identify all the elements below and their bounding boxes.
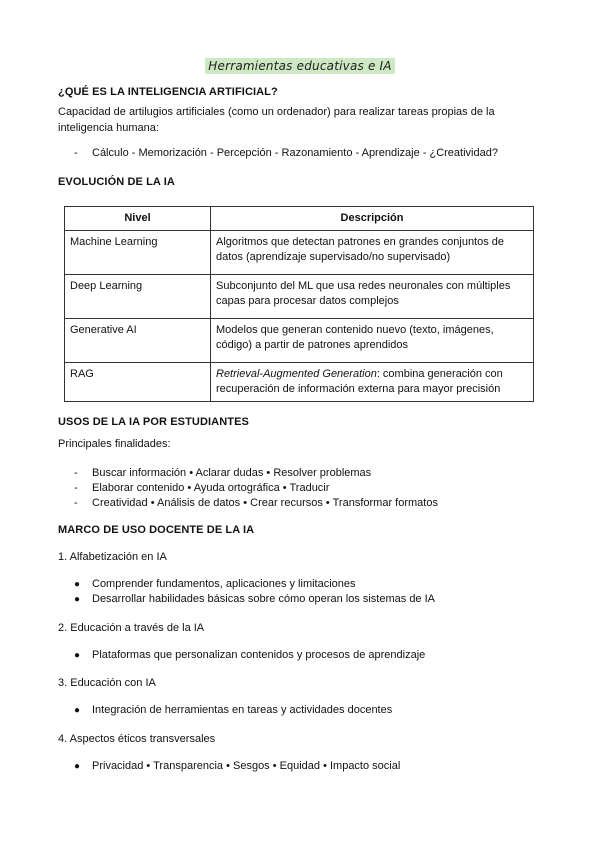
dash-marker: - (74, 482, 78, 494)
cell-nivel: Machine Learning (65, 231, 211, 275)
bullet-text: Privacidad • Transparencia • Sesgos • Equidad • Impacto social (92, 760, 401, 772)
cell-descripcion: Algoritmos que detectan patrones en grandes conjuntos de datos (aprendizaje supervisado/no supervisado) (211, 231, 534, 275)
list-item (74, 146, 498, 161)
title-wrap (0, 58, 600, 74)
cell-nivel: Deep Learning (65, 275, 211, 319)
bullet-item (74, 592, 435, 607)
page-title: Herramientas educativas e IA (205, 58, 394, 74)
table-row (65, 275, 534, 319)
heading-evolucion: EVOLUCIÓN DE LA IA (58, 176, 175, 188)
heading-marco-docente: MARCO DE USO DOCENTE DE LA IA (58, 524, 255, 536)
dash-marker: - (74, 497, 78, 509)
bullet-dot: ● (74, 579, 81, 590)
cell-descripcion (211, 363, 534, 402)
table-row (65, 231, 534, 275)
list-item-text: Elaborar contenido • Ayuda ortográfica • Traducir (92, 482, 330, 494)
dash-marker: - (74, 147, 78, 159)
evolution-table (64, 206, 534, 402)
cell-descripcion: Subconjunto del ML que usa redes neuronales con múltiples capas para procesar datos complejos (211, 275, 534, 319)
bullet-text: Integración de herramientas en tareas y actividades docentes (92, 704, 393, 716)
cell-descripcion-rest: : combina generación con recuperación de información externa para mayor precisión (216, 368, 503, 395)
table-row (65, 319, 534, 363)
usos-intro: Principales finalidades: (58, 438, 171, 450)
header-nivel: Nivel (65, 207, 211, 231)
list-item-text: Creatividad • Análisis de datos • Crear recursos • Transformar formatos (92, 497, 438, 509)
dash-marker: - (74, 467, 78, 479)
bullet-item (74, 759, 400, 774)
cell-nivel: Generative AI (65, 319, 211, 363)
list-item (74, 481, 329, 496)
heading-que-es-ia: ¿QUÉ ES LA INTELIGENCIA ARTIFICIAL? (58, 86, 278, 98)
list-item-text: Cálculo - Memorización - Percepción - Razonamiento - Aprendizaje - ¿Creatividad? (92, 147, 498, 159)
list-item (74, 466, 371, 481)
table-header-row (65, 207, 534, 231)
bullet-dot: ● (74, 650, 81, 661)
cell-nivel: RAG (65, 363, 211, 402)
bullet-text: Plataformas que personalizan contenidos y procesos de aprendizaje (92, 649, 426, 661)
bullet-dot: ● (74, 705, 81, 716)
group-title: 4. Aspectos éticos transversales (58, 733, 216, 745)
bullet-item (74, 703, 392, 718)
bullet-text: Comprender fundamentos, aplicaciones y limitaciones (92, 578, 356, 590)
list-item-text: Buscar información • Aclarar dudas • Resolver problemas (92, 467, 372, 479)
list-item (74, 496, 438, 511)
heading-usos-estudiantes: USOS DE LA IA POR ESTUDIANTES (58, 416, 249, 428)
bullet-item (74, 577, 356, 592)
bullet-dot: ● (74, 761, 81, 772)
group-title: 2. Educación a través de la IA (58, 622, 205, 634)
definition-text: Capacidad de artilugios artificiales (como un ordenador) para realizar tareas propias de la inteligencia humana: (58, 106, 495, 134)
bullet-text: Desarrollar habilidades básicas sobre cómo operan los sistemas de IA (92, 593, 436, 605)
bullet-item (74, 648, 425, 663)
cell-descripcion: Modelos que generan contenido nuevo (texto, imágenes, código) a partir de patrones aprendidos (211, 319, 534, 363)
cell-descripcion-italic: Retrieval-Augmented Generation (216, 368, 377, 380)
table-row (65, 363, 534, 402)
group-title: 3. Educación con IA (58, 677, 156, 689)
bullet-dot: ● (74, 594, 81, 605)
group-title: 1. Alfabetización en IA (58, 551, 167, 563)
header-descripcion: Descripción (211, 207, 534, 231)
